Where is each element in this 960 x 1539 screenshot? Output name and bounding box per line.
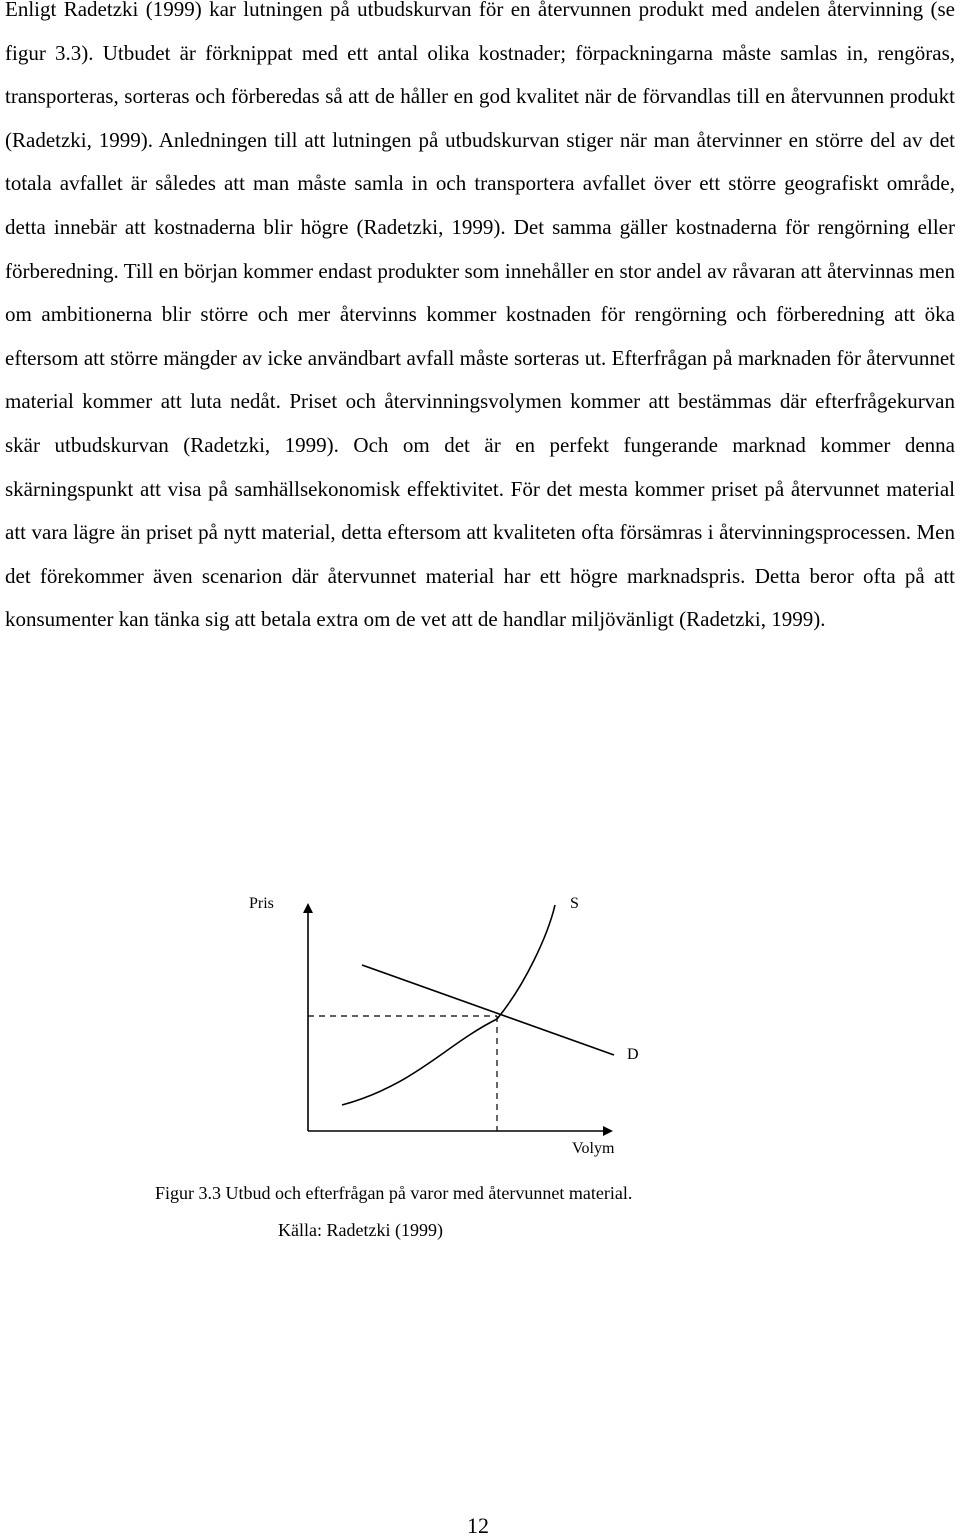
sentence: Till en början kommer endast produkter som innehåller en stor andel av råvaran att återvinnas men om ambitionerna blir större och mer återvinns kommer kostnaden för rengörning och förberedning att öka eftersom att större mängder av icke användbart avfall måste sorteras ut.: [5, 258, 956, 370]
sentence: Enligt Radetzki (1999) kar lutningen på utbudskurvan för en återvunnen produkt med andelen återvinning (se figur 3.3).: [5, 0, 955, 65]
figure-caption: Figur 3.3 Utbud och efterfrågan på varor med återvunnet material.: [155, 1183, 633, 1203]
x-axis-label: Volym: [572, 1140, 615, 1157]
supply-demand-diagram: [0, 880, 960, 1180]
sentence: Men det förekommer även scenarion där återvunnet material har ett högre marknadspris.: [5, 520, 955, 588]
supply-label: S: [570, 895, 579, 912]
sentence: Efterfrågan på marknaden för återvunnet material kommer att luta nedåt.: [5, 345, 955, 414]
page-number: 12: [467, 1513, 489, 1538]
sentence: Utbudet är förknippat med ett antal olika kostnader; förpackningarna måste samlas in, rengöras, transporteras, sorteras och förberedas så att de håller en god kvalitet när de förvandlas till en återvunnen produkt (Radetzki, 1999).: [5, 40, 955, 152]
sentence: Detta beror ofta på att konsumenter kan tänka sig att betala extra om de vet att de handlar miljövänligt (Radetzki, 1999).: [5, 563, 955, 632]
body-paragraph: [5, 0, 955, 642]
figure-source: Källa: Radetzki (1999): [278, 1220, 443, 1240]
supply-curve: [342, 905, 555, 1105]
sentence: Priset och återvinningsvolymen kommer att bestämmas där efterfrågekurvan skär utbudskurvan (Radetzki, 1999).: [5, 389, 956, 457]
demand-label: D: [627, 1046, 639, 1063]
sentence: Det samma gäller kostnaderna för rengörning eller förberedning.: [5, 214, 955, 283]
sentence: Och om det är en perfekt fungerande marknad kommer denna skärningspunkt att visa på samhällsekonomisk effektivitet.: [5, 432, 955, 501]
demand-curve: [362, 965, 614, 1055]
sentence: För det mesta kommer priset på återvunnet material att vara lägre än priset på nytt material, detta eftersom att kvaliteten ofta försämras i återvinningsprocessen.: [5, 476, 956, 545]
sentence: Anledningen till att lutningen på utbudskurvan stiger när man återvinner en större del av det totala avfallet är således att man måste samla in och transportera avfallet över ett större geografiskt område, detta innebär att kostnaderna blir högre (Radetzki, 1999).: [5, 127, 955, 239]
y-axis-label: Pris: [249, 895, 274, 912]
